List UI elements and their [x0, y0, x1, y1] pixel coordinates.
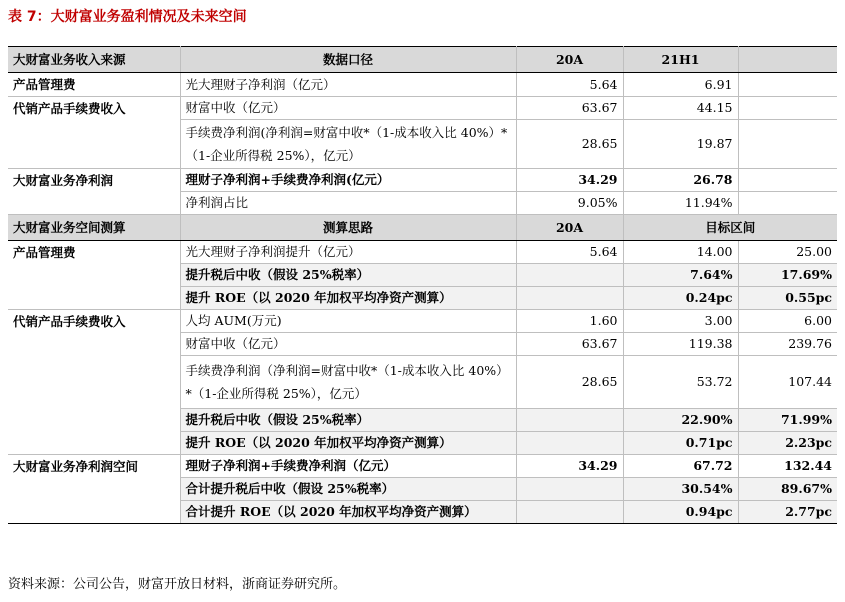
row-value-target-low: 67.72 [623, 455, 738, 478]
row-category: 代销产品手续费收入 [8, 310, 180, 455]
row-value-20a: 28.65 [516, 120, 623, 169]
header-space-estimate: 大财富业务空间测算 [8, 215, 180, 241]
row-value-20a: 63.67 [516, 97, 623, 120]
row-item: 理财子净利润+手续费净利润（亿元） [180, 455, 516, 478]
header-20a: 20A [516, 215, 623, 241]
row-value-21h1: 11.94% [623, 192, 738, 215]
row-value-21h1: 44.15 [623, 97, 738, 120]
row-value-target-high: 0.55pc [738, 287, 837, 310]
header-data-basis: 数据口径 [180, 47, 516, 73]
row-value-empty [738, 120, 837, 169]
row-item: 财富中收（亿元） [180, 97, 516, 120]
row-category: 产品管理费 [8, 73, 180, 97]
row-value-target-high: 2.77pc [738, 501, 837, 524]
source-note: 资料来源：公司公告，财富开放日材料，浙商证券研究所。 [8, 577, 347, 592]
row-value-target-low: 0.94pc [623, 501, 738, 524]
row-item: 理财子净利润+手续费净利润(亿元） [180, 169, 516, 192]
row-value-20a [516, 287, 623, 310]
row-category: 产品管理费 [8, 241, 180, 310]
row-item: 人均 AUM(万元) [180, 310, 516, 333]
row-value-20a: 34.29 [516, 455, 623, 478]
row-value-20a: 9.05% [516, 192, 623, 215]
row-value-21h1: 19.87 [623, 120, 738, 169]
row-item: 光大理财子净利润提升（亿元） [180, 241, 516, 264]
row-value-target-low: 0.24pc [623, 287, 738, 310]
row-value-empty [738, 97, 837, 120]
row-category: 代销产品手续费收入 [8, 97, 180, 169]
row-value-target-low: 14.00 [623, 241, 738, 264]
row-value-20a [516, 432, 623, 455]
row-item: 净利润占比 [180, 192, 516, 215]
row-value-target-low: 3.00 [623, 310, 738, 333]
row-value-20a: 1.60 [516, 310, 623, 333]
row-value-20a: 28.65 [516, 356, 623, 409]
row-value-target-low: 22.90% [623, 409, 738, 432]
table-row [8, 73, 837, 97]
table-row [8, 455, 837, 478]
row-value-target-high: 89.67% [738, 478, 837, 501]
wealth-business-table [8, 46, 837, 524]
row-value-empty [738, 73, 837, 97]
row-value-target-high: 132.44 [738, 455, 837, 478]
table-row [8, 241, 837, 264]
row-value-target-high: 2.23pc [738, 432, 837, 455]
row-item: 提升税后中收（假设 25%税率） [180, 409, 516, 432]
section2-header-row [8, 215, 837, 241]
row-value-target-low: 7.64% [623, 264, 738, 287]
header-20a: 20A [516, 47, 623, 73]
row-item: 提升 ROE（以 2020 年加权平均净资产测算） [180, 432, 516, 455]
row-value-20a: 5.64 [516, 73, 623, 97]
row-value-20a [516, 478, 623, 501]
row-value-target-high: 71.99% [738, 409, 837, 432]
row-value-20a [516, 264, 623, 287]
table-title: 表 7：大财富业务盈利情况及未来空间 [8, 9, 247, 25]
row-value-20a: 34.29 [516, 169, 623, 192]
section1-header-row [8, 47, 837, 73]
row-value-21h1: 26.78 [623, 169, 738, 192]
row-value-empty [738, 169, 837, 192]
row-value-20a [516, 409, 623, 432]
table-row [8, 310, 837, 333]
row-value-20a: 63.67 [516, 333, 623, 356]
row-value-target-low: 119.38 [623, 333, 738, 356]
row-value-target-high: 239.76 [738, 333, 837, 356]
row-value-target-high: 107.44 [738, 356, 837, 409]
header-method: 测算思路 [180, 215, 516, 241]
row-item: 提升税后中收（假设 25%税率） [180, 264, 516, 287]
row-value-empty [738, 192, 837, 215]
row-value-target-low: 0.71pc [623, 432, 738, 455]
row-item: 光大理财子净利润（亿元） [180, 73, 516, 97]
table-row [8, 169, 837, 192]
row-value-21h1: 6.91 [623, 73, 738, 97]
header-empty [738, 47, 837, 73]
header-revenue-source: 大财富业务收入来源 [8, 47, 180, 73]
row-item: 手续费净利润(净利润=财富中收*（1-成本收入比 40%）*（1-企业所得税 25%），亿元） [180, 120, 516, 169]
row-value-target-high: 17.69% [738, 264, 837, 287]
header-target-range: 目标区间 [623, 215, 837, 241]
row-value-20a: 5.64 [516, 241, 623, 264]
table-row [8, 97, 837, 120]
row-value-target-low: 53.72 [623, 356, 738, 409]
row-category: 大财富业务净利润 [8, 169, 180, 215]
row-value-target-high: 6.00 [738, 310, 837, 333]
row-item: 手续费净利润（净利润=财富中收*（1-成本收入比 40%）*（1-企业所得税 25%），亿元） [180, 356, 516, 409]
row-item: 合计提升税后中收（假设 25%税率） [180, 478, 516, 501]
row-item: 财富中收（亿元） [180, 333, 516, 356]
row-value-target-high: 25.00 [738, 241, 837, 264]
row-item: 提升 ROE（以 2020 年加权平均净资产测算） [180, 287, 516, 310]
row-value-20a [516, 501, 623, 524]
row-category: 大财富业务净利润空间 [8, 455, 180, 524]
row-value-target-low: 30.54% [623, 478, 738, 501]
row-item: 合计提升 ROE（以 2020 年加权平均净资产测算） [180, 501, 516, 524]
header-21h1: 21H1 [623, 47, 738, 73]
